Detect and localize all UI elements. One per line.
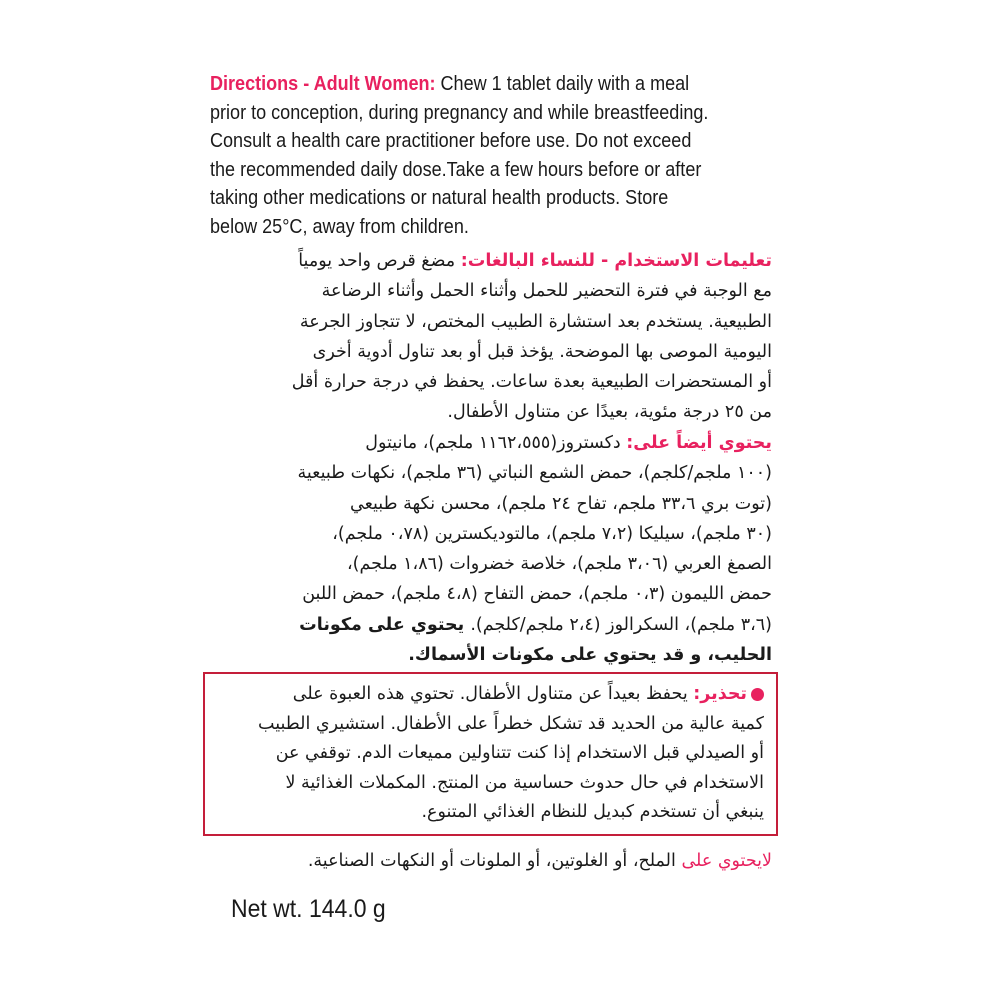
net-weight: Net wt. 144.0 g — [231, 895, 386, 923]
warning-line-1: تحذير: يحفظ بعيداً عن متناول الأطفال. تحتوي هذه العبوة على — [216, 680, 764, 710]
warning-box — [203, 672, 778, 836]
ingredients-ar-line-4: (٣٠ ملجم)، سيليكا (٧،٢ ملجم)، مالتوديكسترين (٠،٧٨ ملجم)، — [332, 523, 772, 544]
allergen-statement-continued: الحليب، و قد يحتوي على مكونات الأسماك. — [408, 645, 772, 666]
warning-line-5: ينبغي أن تستخدم كبديل للنظام الغذائي المتنوع. — [421, 802, 764, 822]
allergen-statement: يحتوي على مكونات — [299, 614, 471, 635]
free-from-heading: لايحتوي على — [681, 851, 772, 871]
directions-en-line-5: taking other medications or natural health products. Store — [210, 186, 669, 209]
directions-ar-line-3: الطبيعية. يستخدم بعد استشارة الطبيب المختص، لا تتجاوز الجرعة — [299, 311, 772, 332]
warning-line-2: كمية عالية من الحديد قد تشكل خطراً على الأطفال. استشيري الطبيب — [258, 713, 764, 734]
directions-en-line-1: Directions - Adult Women: Chew 1 tablet daily with a meal — [210, 72, 690, 95]
warning-heading: تحذير: — [693, 684, 747, 704]
directions-en-line-3: Consult a health care practitioner before use. Do not exceed — [210, 129, 692, 152]
warning-text — [216, 680, 764, 828]
ingredients-ar-heading: يحتوي أيضاً على: — [626, 433, 772, 453]
warning-line-4: الاستخدام في حال حدوث حساسية من المنتج. المكملات الغذائية لا — [285, 772, 764, 793]
ingredients-ar-line-3: (توت بري ٣٣،٦ ملجم، تفاح ٢٤ ملجم)، محسن نكهة طبيعي — [350, 493, 772, 514]
free-from-statement — [200, 846, 772, 876]
directions-ar-line-5: أو المستحضرات الطبيعية بعدة ساعات. يحفظ في درجة حرارة أقل — [291, 372, 772, 393]
ingredients-ar-line-5: الصمغ العربي (٣،٠٦ ملجم)، خلاصة خضروات (١،٨٦ ملجم)، — [347, 554, 772, 575]
directions-en-heading: Directions - Adult Women: — [210, 72, 436, 95]
directions-ar-line-4: اليومية الموصى بها الموضحة. يؤخذ قبل أو بعد تناول أدوية أخرى — [312, 341, 772, 362]
ingredients-ar-line-2: (١٠٠ ملجم/كلجم)، حمض الشمع النباتي (٣٦ ملجم)، نكهات طبيعية — [297, 463, 772, 484]
directions-en-line-2: prior to conception, during pregnancy and while breastfeeding. — [210, 100, 709, 124]
directions-ar-line-2: مع الوجبة في فترة التحضير للحمل وأثناء الحمل وأثناء الرضاعة — [321, 281, 772, 302]
directions-arabic — [200, 246, 772, 428]
ingredients-ar-line-7: (٣،٦ ملجم)، السكرالوز (٢،٤ ملجم/كلجم). يحتوي على مكونات — [299, 614, 772, 635]
ingredients-ar-line-6: حمض الليمون (٠،٣ ملجم)، حمض التفاح (٤،٨ ملجم)، حمض اللبن — [302, 584, 772, 605]
directions-ar-line-1: تعليمات الاستخدام - للنساء البالغات: مضغ قرص واحد يومياً — [298, 251, 772, 271]
warning-line-3: أو الصيدلي قبل الاستخدام إذا كنت تتناولين مميعات الدم. توقفي عن — [275, 743, 764, 763]
ingredients-ar-line-1: يحتوي أيضاً على: دكستروز(١١٦٢،٥٥٥ ملجم)، مانيتول — [365, 433, 772, 453]
directions-english — [210, 70, 709, 241]
ingredients-arabic — [200, 428, 772, 670]
warning-dot-icon — [751, 688, 764, 701]
directions-en-line-6: below 25°C, away from children. — [210, 214, 469, 238]
directions-ar-line-6: من ٢٥ درجة مئوية، بعيدًا عن متناول الأطفال. — [447, 402, 772, 423]
directions-ar-heading: تعليمات الاستخدام - للنساء البالغات: — [460, 251, 772, 271]
directions-en-line-4: the recommended daily dose.Take a few hours before or after — [210, 157, 702, 181]
free-from-text: الملح، أو الغلوتين، أو الملونات أو النكهات الصناعية. — [307, 851, 682, 871]
